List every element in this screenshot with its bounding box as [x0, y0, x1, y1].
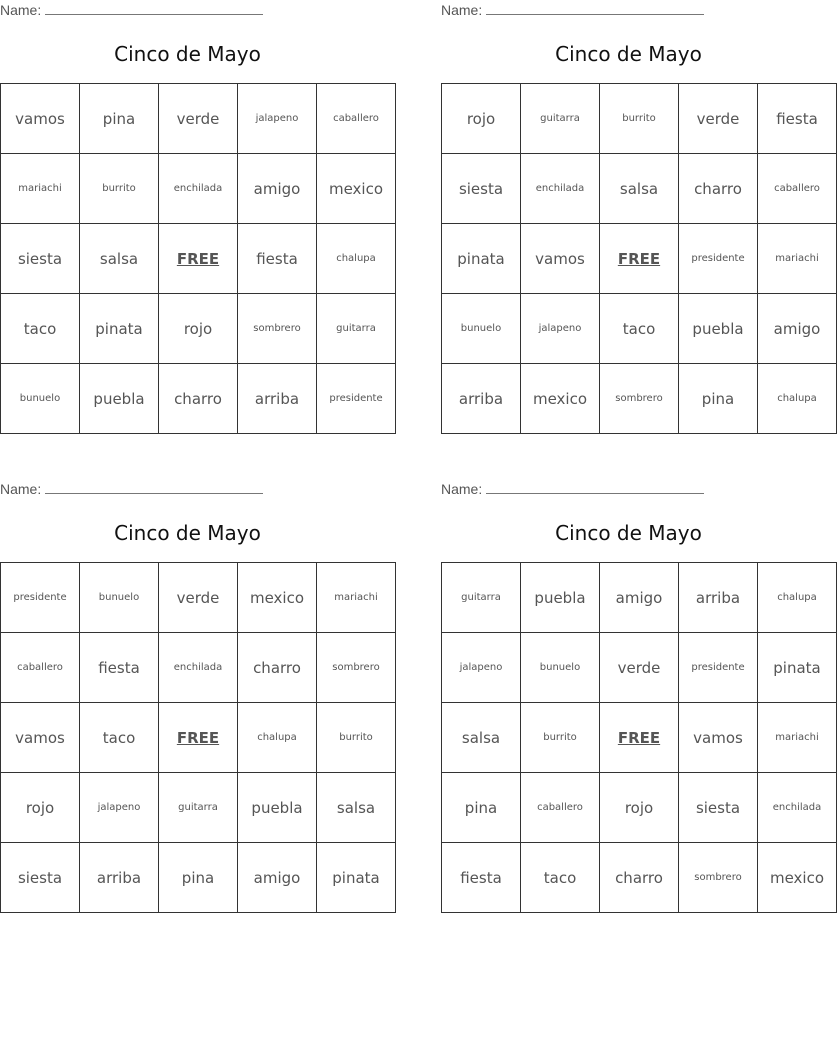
- bingo-cell: bunuelo: [521, 633, 600, 703]
- bingo-row: [1, 84, 396, 154]
- bingo-card-2: [441, 0, 821, 434]
- bingo-cell: taco: [521, 843, 600, 913]
- bingo-row: [1, 154, 396, 224]
- bingo-cell: salsa: [600, 154, 679, 224]
- bingo-cell: chalupa: [238, 703, 317, 773]
- name-label: Name:: [441, 2, 483, 18]
- bingo-cell: fiesta: [238, 224, 317, 294]
- bingo-cell: burrito: [80, 154, 159, 224]
- bingo-cell: verde: [159, 563, 238, 633]
- bingo-card-3: [0, 479, 380, 913]
- bingo-cell: arriba: [679, 563, 758, 633]
- card-title: Cinco de Mayo: [114, 42, 261, 66]
- bingo-cell: chalupa: [317, 224, 396, 294]
- bingo-cell: jalapeno: [442, 633, 521, 703]
- bingo-cell: presidente: [679, 224, 758, 294]
- bingo-cell: pinata: [317, 843, 396, 913]
- bingo-row: [442, 84, 837, 154]
- bingo-cell: caballero: [317, 84, 396, 154]
- card-title: Cinco de Mayo: [555, 521, 702, 545]
- bingo-row: [442, 843, 837, 913]
- bingo-row: [1, 563, 396, 633]
- name-label: Name:: [0, 2, 42, 18]
- bingo-cell: charro: [600, 843, 679, 913]
- bingo-cell: puebla: [80, 364, 159, 434]
- free-space-cell: FREE: [159, 224, 238, 294]
- name-blank-line: [486, 481, 704, 494]
- bingo-cell: chalupa: [758, 563, 837, 633]
- bingo-cell: caballero: [521, 773, 600, 843]
- bingo-cell: amigo: [758, 294, 837, 364]
- bingo-row: [1, 843, 396, 913]
- bingo-cell: sombrero: [679, 843, 758, 913]
- bingo-cell: pinata: [80, 294, 159, 364]
- bingo-cell: amigo: [600, 563, 679, 633]
- bingo-cell: bunuelo: [80, 563, 159, 633]
- bingo-cell: vamos: [679, 703, 758, 773]
- bingo-cell: pina: [679, 364, 758, 434]
- bingo-cell: mariachi: [1, 154, 80, 224]
- bingo-row: [1, 224, 396, 294]
- bingo-cell: amigo: [238, 154, 317, 224]
- bingo-row: [442, 633, 837, 703]
- bingo-row: [1, 364, 396, 434]
- bingo-cell: siesta: [1, 224, 80, 294]
- card-title: Cinco de Mayo: [555, 42, 702, 66]
- bingo-cell: enchilada: [521, 154, 600, 224]
- bingo-row: [442, 364, 837, 434]
- bingo-cell: presidente: [1, 563, 80, 633]
- bingo-row: [442, 154, 837, 224]
- bingo-grid: [441, 562, 837, 913]
- bingo-cell: guitarra: [442, 563, 521, 633]
- bingo-cell: guitarra: [159, 773, 238, 843]
- bingo-cell: burrito: [600, 84, 679, 154]
- bingo-cell: pina: [159, 843, 238, 913]
- bingo-cell: rojo: [1, 773, 80, 843]
- bingo-cell: burrito: [317, 703, 396, 773]
- bingo-cell: verde: [159, 84, 238, 154]
- free-space-cell: FREE: [600, 224, 679, 294]
- bingo-cell: jalapeno: [521, 294, 600, 364]
- bingo-cell: rojo: [159, 294, 238, 364]
- bingo-card-4: [441, 479, 825, 913]
- bingo-cell: jalapeno: [80, 773, 159, 843]
- bingo-row: [1, 633, 396, 703]
- bingo-cell: rojo: [600, 773, 679, 843]
- name-line: [0, 2, 263, 18]
- bingo-cell: taco: [1, 294, 80, 364]
- bingo-cell: pina: [80, 84, 159, 154]
- bingo-row: [442, 773, 837, 843]
- bingo-cell: sombrero: [317, 633, 396, 703]
- bingo-cell: fiesta: [442, 843, 521, 913]
- name-line: [0, 481, 263, 497]
- bingo-cell: vamos: [1, 84, 80, 154]
- bingo-cell: arriba: [80, 843, 159, 913]
- bingo-cell: caballero: [758, 154, 837, 224]
- bingo-cell: mexico: [238, 563, 317, 633]
- bingo-cell: siesta: [442, 154, 521, 224]
- bingo-cell: charro: [238, 633, 317, 703]
- bingo-cell: arriba: [442, 364, 521, 434]
- bingo-row: [1, 703, 396, 773]
- bingo-cell: puebla: [521, 563, 600, 633]
- name-blank-line: [45, 2, 263, 15]
- bingo-cell: enchilada: [159, 154, 238, 224]
- bingo-cell: pina: [442, 773, 521, 843]
- bingo-cell: verde: [679, 84, 758, 154]
- bingo-card-1: [0, 0, 384, 434]
- bingo-cell: burrito: [521, 703, 600, 773]
- bingo-cell: mexico: [521, 364, 600, 434]
- bingo-cell: enchilada: [159, 633, 238, 703]
- bingo-cell: arriba: [238, 364, 317, 434]
- bingo-cell: taco: [80, 703, 159, 773]
- bingo-cell: siesta: [679, 773, 758, 843]
- bingo-grid: [0, 562, 396, 913]
- bingo-cell: mariachi: [758, 703, 837, 773]
- bingo-cell: mexico: [317, 154, 396, 224]
- bingo-cell: siesta: [1, 843, 80, 913]
- bingo-grid: [0, 83, 396, 434]
- name-line: [441, 2, 704, 18]
- bingo-cell: mariachi: [758, 224, 837, 294]
- bingo-cell: jalapeno: [238, 84, 317, 154]
- bingo-cell: vamos: [1, 703, 80, 773]
- name-blank-line: [486, 2, 704, 15]
- bingo-row: [442, 294, 837, 364]
- bingo-cell: presidente: [317, 364, 396, 434]
- bingo-row: [1, 773, 396, 843]
- bingo-row: [442, 563, 837, 633]
- bingo-cell: mexico: [758, 843, 837, 913]
- bingo-cell: salsa: [317, 773, 396, 843]
- bingo-cell: sombrero: [238, 294, 317, 364]
- bingo-cell: pinata: [758, 633, 837, 703]
- bingo-cell: sombrero: [600, 364, 679, 434]
- bingo-cell: guitarra: [521, 84, 600, 154]
- bingo-row: [1, 294, 396, 364]
- free-space-cell: FREE: [159, 703, 238, 773]
- bingo-cell: taco: [600, 294, 679, 364]
- bingo-cell: charro: [159, 364, 238, 434]
- bingo-cell: mariachi: [317, 563, 396, 633]
- name-blank-line: [45, 481, 263, 494]
- bingo-cell: fiesta: [758, 84, 837, 154]
- bingo-cell: salsa: [80, 224, 159, 294]
- bingo-row: [442, 703, 837, 773]
- card-title: Cinco de Mayo: [114, 521, 261, 545]
- bingo-cell: bunuelo: [442, 294, 521, 364]
- bingo-cell: puebla: [679, 294, 758, 364]
- bingo-cell: bunuelo: [1, 364, 80, 434]
- bingo-row: [442, 224, 837, 294]
- bingo-cell: enchilada: [758, 773, 837, 843]
- bingo-cell: amigo: [238, 843, 317, 913]
- bingo-cell: pinata: [442, 224, 521, 294]
- bingo-cell: chalupa: [758, 364, 837, 434]
- bingo-cell: salsa: [442, 703, 521, 773]
- bingo-cell: vamos: [521, 224, 600, 294]
- name-label: Name:: [441, 481, 483, 497]
- bingo-cell: puebla: [238, 773, 317, 843]
- bingo-cell: rojo: [442, 84, 521, 154]
- bingo-cell: fiesta: [80, 633, 159, 703]
- name-label: Name:: [0, 481, 42, 497]
- bingo-cell: guitarra: [317, 294, 396, 364]
- name-line: [441, 481, 704, 497]
- bingo-grid: [441, 83, 837, 434]
- bingo-cell: charro: [679, 154, 758, 224]
- bingo-cell: caballero: [1, 633, 80, 703]
- free-space-cell: FREE: [600, 703, 679, 773]
- bingo-cell: verde: [600, 633, 679, 703]
- bingo-cell: presidente: [679, 633, 758, 703]
